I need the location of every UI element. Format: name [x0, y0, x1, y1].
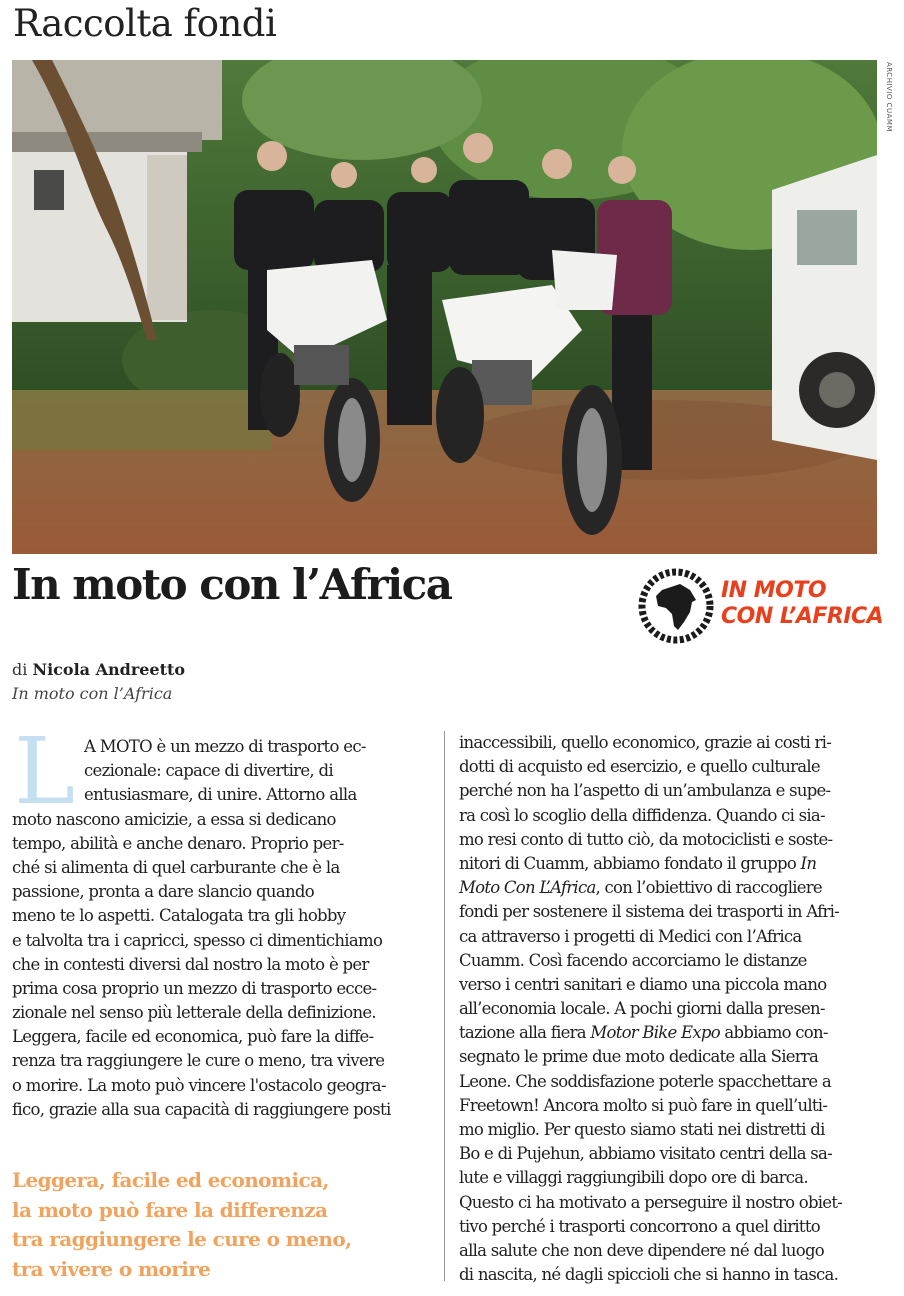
- group-name-italic: Moto Con L’Africa: [459, 878, 596, 898]
- byline-author: Nicola Andreetto: [32, 660, 186, 679]
- pull-quote-line: tra raggiungere le cure o meno,: [12, 1227, 352, 1251]
- column-2-line: Freetown! Ancora molto si può fare in quell’ulti-: [459, 1095, 828, 1115]
- text-run: , con l’obiettivo di raccogliere: [595, 878, 822, 898]
- column-1-line: moto nascono amicizie, a essa si dedicano: [12, 809, 336, 829]
- column-2-line: fondi per sostenere il sistema dei trasporti in Afri-: [459, 902, 839, 922]
- article-photo: [12, 60, 877, 554]
- column-2-line: [459, 876, 879, 900]
- column-1-line: prima cosa proprio un mezzo di trasporto ecce-: [12, 978, 377, 998]
- column-1-line: renza tra raggiungere le cure o meno, tra vivere: [12, 1051, 385, 1071]
- column-2-line: mo miglio. Per questo siamo stati nei distretti di: [459, 1120, 825, 1139]
- column-2-line: ra così lo scoglio della diffidenza. Quando ci sia-: [459, 805, 825, 825]
- column-2-line: alla salute che non deve dipendere né dal luogo: [459, 1240, 824, 1260]
- byline-affiliation: In moto con l’Africa: [12, 684, 173, 703]
- column-1-line: [12, 735, 432, 759]
- column-2-line: Bo e di Pujehun, abbiamo visitato centri della sa-: [459, 1144, 832, 1164]
- pull-quote: [12, 1166, 432, 1284]
- column-2-line: [459, 852, 879, 876]
- column-2-line: dotti di acquisto ed esercizio, e quello culturale: [459, 757, 820, 777]
- event-name-italic: Motor Bike Expo: [590, 1023, 720, 1043]
- pull-quote-line: la moto può fare la differenza: [12, 1197, 328, 1222]
- article-column-2: [459, 731, 879, 1287]
- column-1-line: tempo, abilità e anche denaro. Proprio per-: [12, 833, 344, 853]
- headline: In moto con l’Africa: [12, 560, 452, 609]
- pull-quote-line: Leggera, facile ed economica,: [12, 1168, 329, 1192]
- drop-cap: L: [14, 718, 76, 825]
- column-1-line: e talvolta tra i capricci, spesso ci dimentichiamo: [12, 930, 383, 950]
- column-2-line: di nascita, né dagli spiccioli che si hanno in tasca.: [459, 1265, 839, 1285]
- column-1-line: entusiasmare, di unire. Attorno alla: [84, 785, 357, 805]
- column-2-line: ca attraverso i progetti di Medici con l’Africa: [459, 926, 802, 946]
- column-1-line: che in contesti diversi dal nostro la moto è per: [12, 954, 369, 974]
- photo-credit: ARCHIVIO CUAMM: [885, 62, 893, 132]
- byline: [12, 660, 185, 679]
- africa-logo-icon: [638, 568, 714, 644]
- lead-in: A MOTO: [84, 737, 152, 756]
- column-2-line: Leone. Che soddisfazione poterle spacchettare a: [459, 1071, 831, 1091]
- column-2-line: [459, 1021, 879, 1045]
- column-1-line: ché si alimenta di quel carburante che è la: [12, 857, 340, 877]
- column-2-line: segnato le prime due moto dedicate alla Sierra: [459, 1047, 819, 1067]
- article-column-1: [12, 735, 432, 1122]
- column-2-line: tivo perché i trasporti concorrono a quel diritto: [459, 1216, 820, 1236]
- column-1-line: fico, grazie alla sua capacità di raggiungere posti: [12, 1099, 391, 1119]
- text-run: tazione alla fiera: [459, 1023, 591, 1043]
- column-2-line: verso i centri sanitari e diamo una piccola mano: [459, 974, 827, 994]
- column-2-line: lute e villaggi raggiungibili dopo ore di barca.: [459, 1168, 808, 1188]
- column-2-line: mo resi conto di tutto ciò, da motociclisti e soste-: [459, 829, 833, 849]
- logo-line-2: CON L’AFRICA: [721, 604, 884, 629]
- text-run: abbiamo con-: [719, 1023, 828, 1043]
- text-run: nitori di Cuamm, abbiamo fondato il gruppo: [459, 853, 801, 873]
- byline-prefix: di: [12, 660, 28, 679]
- column-2-line: inaccessibili, quello economico, grazie ai costi ri-: [459, 733, 832, 752]
- column-1-line: Leggera, facile ed economica, può fare la diffe-: [12, 1027, 374, 1047]
- logo: [638, 568, 888, 646]
- column-2-line: perché non ha l’aspetto di un’ambulanza e supe-: [459, 781, 831, 801]
- column-2-line: Questo ci ha motivato a perseguire il nostro obiet-: [459, 1192, 843, 1212]
- section-title: Raccolta fondi: [13, 2, 277, 45]
- column-1-line: zionale nel senso più letterale della definizione.: [12, 1003, 376, 1023]
- column-1-line: meno te lo aspetti. Catalogata tra gli hobby: [12, 906, 346, 926]
- column-2-line: all’economia locale. A pochi giorni dalla presen-: [459, 999, 825, 1019]
- column-1-line: o morire. La moto può vincere l'ostacolo geogra-: [12, 1075, 386, 1095]
- column-2-line: Cuamm. Così facendo accorciamo le distanze: [459, 950, 807, 970]
- logo-line-1: IN MOTO: [721, 578, 827, 603]
- column-1-line: passione, pronta a dare slancio quando: [12, 882, 314, 902]
- lead-in-rest: è un mezzo di trasporto ec-: [151, 737, 366, 756]
- column-1-line: cezionale: capace di divertire, di: [84, 761, 333, 781]
- pull-quote-line: tra vivere o morire: [12, 1256, 211, 1281]
- column-divider: [444, 731, 445, 1281]
- group-name-italic: In: [800, 853, 817, 873]
